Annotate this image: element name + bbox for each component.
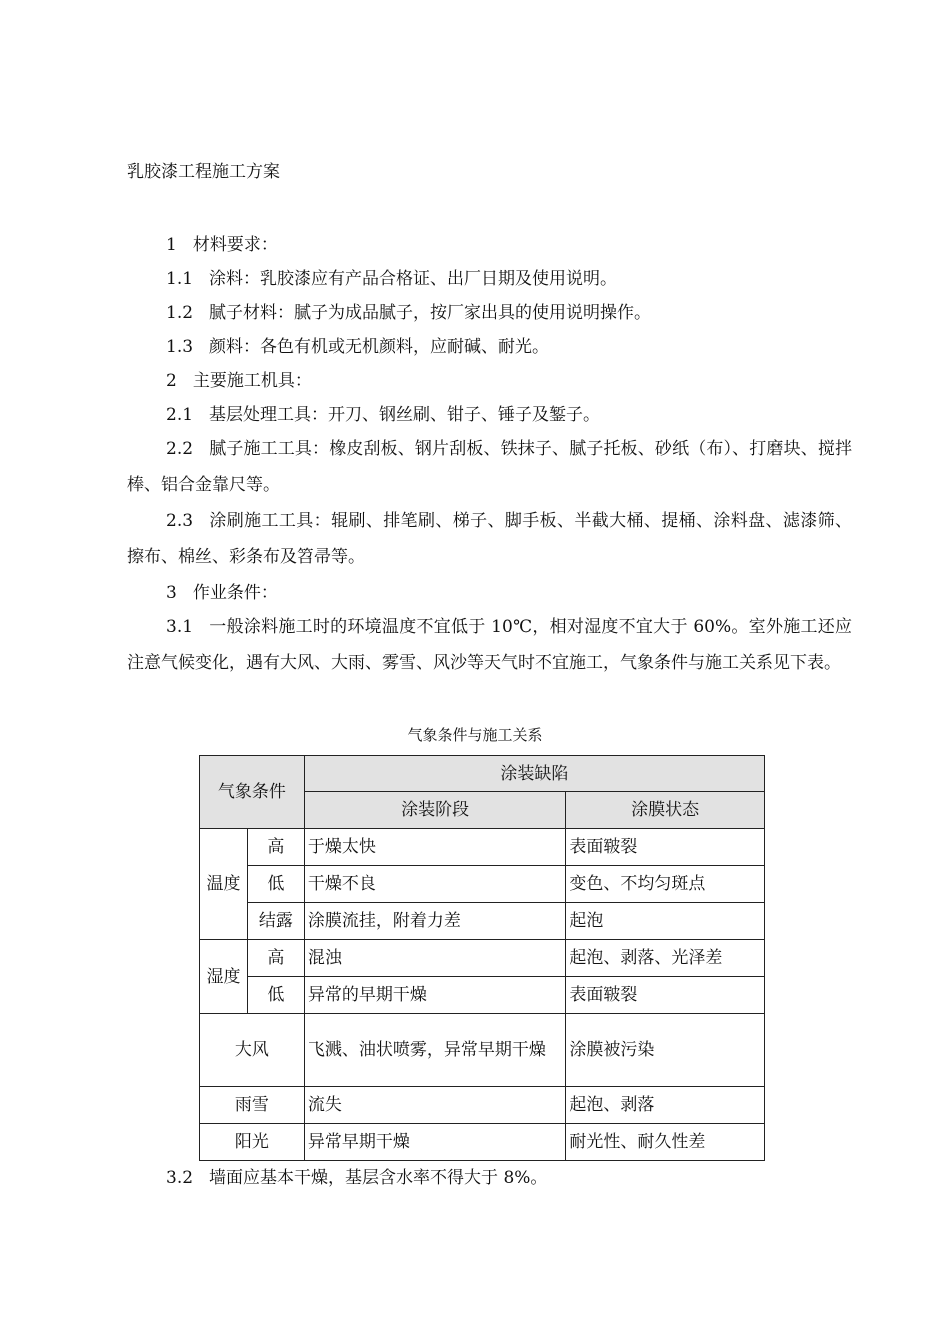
stage-cell: 混浊 [304, 940, 565, 977]
section-text: 涂刷施工工具：辊刷、排笔刷、梯子、脚手板、半截大桶、提桶、涂料盘、滤漆筛、擦布、棉丝、彩条布及笤帚等。 [127, 511, 852, 567]
stage-cell: 飞溅、油状喷雾，异常早期干燥 [304, 1014, 565, 1087]
film-cell: 表面皲裂 [566, 829, 765, 866]
section-text: 主要施工机具： [192, 371, 312, 391]
stage-cell: 异常的早期干燥 [304, 977, 565, 1014]
section-number: 1.1 [166, 269, 194, 289]
stage-cell: 干燥不良 [304, 866, 565, 903]
level-cell: 低 [247, 866, 304, 903]
section-text: 基层处理工具：开刀、钢丝刷、钳子、锤子及錾子。 [209, 405, 601, 425]
condition-label: 阳光 [200, 1124, 305, 1161]
level-cell: 结露 [247, 903, 304, 940]
section-3 [127, 575, 852, 611]
level-cell: 低 [247, 977, 304, 1014]
section-number: 3.2 [166, 1168, 194, 1188]
section-text: 墙面应基本干燥，基层含水率不得大于 8%。 [209, 1168, 548, 1188]
table-row [200, 1087, 765, 1124]
film-cell: 表面皲裂 [566, 977, 765, 1014]
table-header-row [200, 756, 765, 792]
level-cell: 高 [247, 940, 304, 977]
condition-label: 雨雪 [200, 1087, 305, 1124]
section-2 [127, 363, 852, 399]
stage-cell: 于燥太快 [304, 829, 565, 866]
film-cell: 起泡、剥落、光泽差 [566, 940, 765, 977]
temperature-label: 温度 [200, 829, 248, 940]
level-cell: 高 [247, 829, 304, 866]
humidity-label: 湿度 [200, 940, 248, 1014]
section-1-1 [127, 261, 852, 297]
film-cell: 涂膜被污染 [566, 1014, 765, 1087]
section-1 [127, 227, 852, 263]
table-row [200, 940, 765, 977]
section-1-2 [127, 295, 852, 331]
section-number: 2.1 [166, 405, 194, 425]
weather-construction-table [199, 755, 765, 1161]
condition-label: 大风 [200, 1014, 305, 1087]
section-2-3 [127, 503, 852, 575]
section-number: 1.3 [166, 337, 194, 357]
section-text: 涂料：乳胶漆应有产品合格证、出厂日期及使用说明。 [209, 269, 618, 289]
section-text: 腻子材料：腻子为成品腻子，按厂家出具的使用说明操作。 [209, 303, 652, 323]
section-1-3 [127, 329, 852, 365]
section-text: 作业条件： [192, 583, 278, 603]
film-cell: 起泡 [566, 903, 765, 940]
section-number: 3 [166, 583, 177, 603]
stage-cell: 涂膜流挂，附着力差 [304, 903, 565, 940]
section-2-2 [127, 431, 852, 503]
table-row [200, 1014, 765, 1087]
header-stage: 涂装阶段 [304, 792, 565, 829]
stage-cell: 流失 [304, 1087, 565, 1124]
section-number: 2.3 [166, 511, 194, 531]
section-text: 材料要求： [192, 235, 278, 255]
section-text: 颜料：各色有机或无机颜料，应耐碱、耐光。 [209, 337, 550, 357]
table-row [200, 977, 765, 1014]
document-title: 乳胶漆工程施工方案 [127, 162, 280, 182]
table-row [200, 866, 765, 903]
stage-cell: 异常早期干燥 [304, 1124, 565, 1161]
header-defects-group: 涂装缺陷 [304, 756, 764, 792]
section-2-1 [127, 397, 852, 433]
film-cell: 耐光性、耐久性差 [566, 1124, 765, 1161]
section-number: 1 [166, 235, 177, 255]
table-row [200, 1124, 765, 1161]
table-row [200, 829, 765, 866]
film-cell: 起泡、剥落 [566, 1087, 765, 1124]
section-text: 腻子施工工具：橡皮刮板、钢片刮板、铁抹子、腻子托板、砂纸（布）、打磨块、搅拌棒、铝合金靠尺等。 [127, 439, 852, 495]
film-cell: 变色、不均匀斑点 [566, 866, 765, 903]
section-text: 一般涂料施工时的环境温度不宜低于 10℃，相对湿度不宜大于 60%。室外施工还应注意气候变化，遇有大风、大雨、雾雪、风沙等天气时不宜施工，气象条件与施工关系见下表。 [127, 617, 852, 673]
header-condition: 气象条件 [200, 756, 305, 829]
header-film: 涂膜状态 [566, 792, 765, 829]
table-row [200, 903, 765, 940]
section-3-2 [127, 1160, 852, 1196]
section-number: 3.1 [166, 617, 194, 637]
section-number: 2.2 [166, 439, 194, 459]
section-number: 2 [166, 371, 177, 391]
section-3-1 [127, 609, 852, 681]
section-number: 1.2 [166, 303, 194, 323]
table-caption: 气象条件与施工关系 [407, 726, 543, 744]
